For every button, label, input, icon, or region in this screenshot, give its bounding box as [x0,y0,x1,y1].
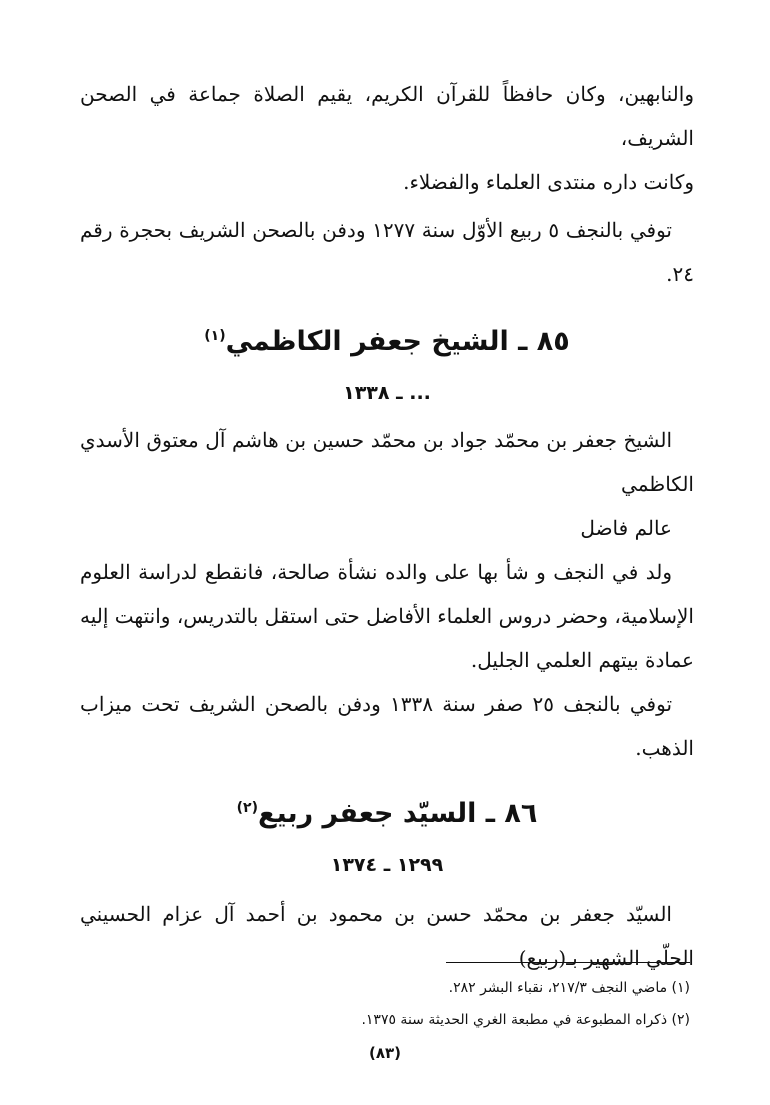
intro-line-1: والنابهين، وكان حافظاً للقرآن الكريم، يقيم الصلاة جماعة في الصحن الشريف، [80,82,694,150]
footnote-ref-1: (١) [204,328,226,344]
entry-85-title-text: ٨٥ ـ الشيخ جعفر الكاظمي [225,326,570,357]
entry-85-title [80,322,694,362]
footnote-divider [446,962,690,963]
entry-85-bio: ولد في النجف و شأ بها على والده نشأة صالحة، فانقطع لدراسة العلوم الإسلامية، وحضر دروس العلماء الأفاضل حتى استقل بالتدريس، وانتهت إليه عمادة بيتهم العلمي الجليل. [80,560,694,672]
entry-86-lineage: السيّد جعفر بن محمّد حسن بن محمود بن أحمد آل عزام الحسيني الحلّي الشهير بـ(ربيع) [80,902,694,970]
entry-86-title-text: ٨٦ ـ السيّد جعفر ربيع [258,798,538,829]
footnote-2: (٢) ذكراه المطبوعة في مطبعة الغري الحديثة سنة ١٣٧٥. [361,1012,690,1028]
entry-85-death: توفي بالنجف ٢٥ صفر سنة ١٣٣٨ ودفن بالصحن الشريف تحت ميزاب الذهب. [80,692,694,760]
intro-death-paragraph: توفي بالنجف ٥ ربيع الأوّل سنة ١٢٧٧ ودفن بالصحن الشريف بحجرة رقم ٢٤. [80,218,694,286]
page-number: (٨٣) [368,1044,402,1062]
entry-86-title [80,794,694,834]
entry-85-dates: ... ـ ١٣٣٨ [343,382,431,404]
footnotes [80,972,690,1036]
footnote-ref-2: (٢) [236,800,258,816]
entry-86-dates: ١٢٩٩ ـ ١٣٧٤ [330,854,444,876]
footnote-1: (١) ماضي النجف ٢١٧/٣، نقباء البشر ٢٨٢. [448,980,690,996]
entry-85-lineage: الشيخ جعفر بن محمّد جواد بن محمّد حسين بن هاشم آل معتوق الأسدي الكاظمي [80,428,694,496]
intro-line-2: وكانت داره منتدى العلماء والفضلاء. [403,170,694,194]
entry-85-title-line: عالم فاضل [580,516,672,540]
